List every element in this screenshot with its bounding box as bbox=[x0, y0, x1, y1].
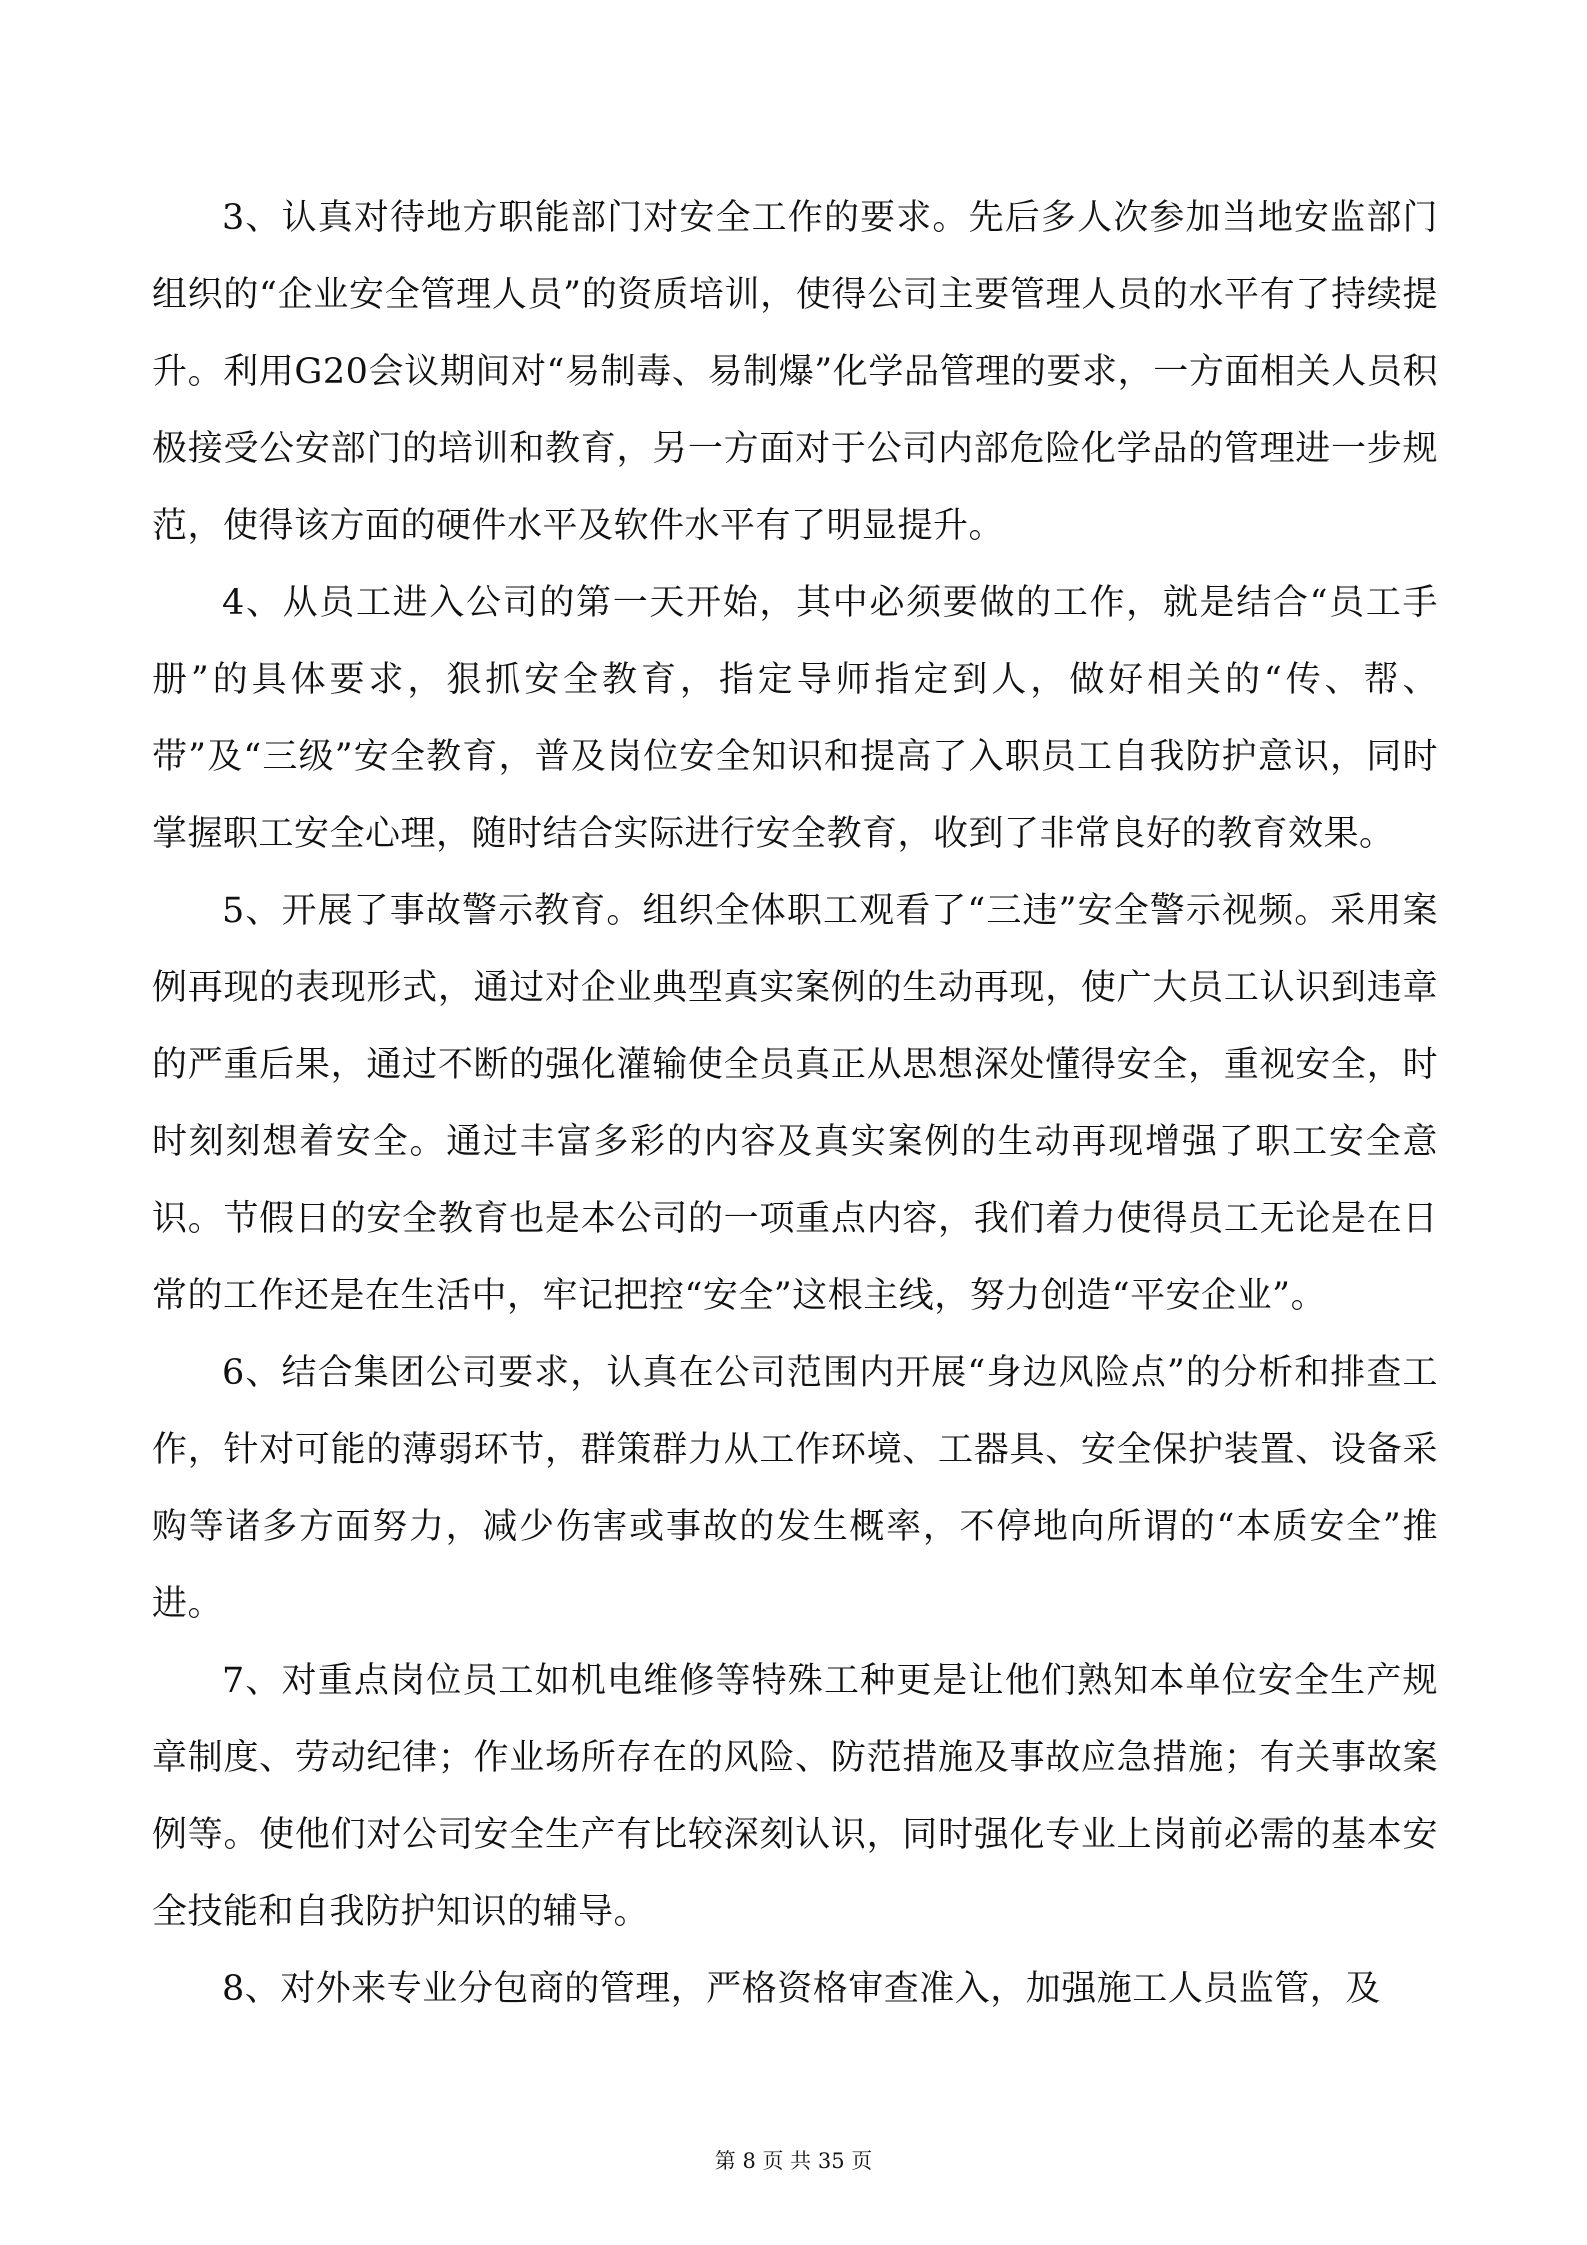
document-body bbox=[152, 180, 1438, 2028]
page-number-footer: 第 8 页 共 35 页 bbox=[714, 2149, 873, 2173]
paragraph-item-7: 7、对重点岗位员工如机电维修等特殊工种更是让他们熟知本单位安全生产规章制度、劳动纪律；作业场所存在的风险、防范措施及事故应急措施；有关事故案例等。使他们对公司安全生产有比较深刻认识，同时强化专业上岗前必需的基本安全技能和自我防护知识的辅导。 bbox=[152, 1661, 1438, 1932]
paragraph-item-5: 5、开展了事故警示教育。组织全体职工观看了“三违”安全警示视频。采用案例再现的表现形式，通过对企业典型真实案例的生动再现，使广大员工认识到违章的严重后果，通过不断的强化灌输使全员真正从思想深处懂得安全，重视安全，时时刻刻想着安全。通过丰富多彩的内容及真实案例的生动再现增强了职工安全意识。节假日的安全教育也是本公司的一项重点内容，我们着力使得员工无论是在日常的工作还是在生活中，牢记把控“安全”这根主线，努力创造“平安企业”。 bbox=[152, 891, 1438, 1316]
paragraph-item-6: 6、结合集团公司要求，认真在公司范围内开展“身边风险点”的分析和排查工作，针对可能的薄弱环节，群策群力从工作环境、工器具、安全保护装置、设备采购等诸多方面努力，减少伤害或事故的发生概率，不停地向所谓的“本质安全”推进。 bbox=[152, 1353, 1438, 1624]
paragraph-item-8: 8、对外来专业分包商的管理，严格资格审查准入，加强施工人员监管，及 bbox=[222, 1969, 1381, 2009]
paragraph-item-4: 4、从员工进入公司的第一天开始，其中必须要做的工作，就是结合“员工手册”的具体要求，狠抓安全教育，指定导师指定到人，做好相关的“传、帮、带”及“三级”安全教育，普及岗位安全知识和提高了入职员工自我防护意识，同时掌握职工安全心理，随时结合实际进行安全教育，收到了非常良好的教育效果。 bbox=[152, 583, 1438, 854]
paragraph-item-3: 3、认真对待地方职能部门对安全工作的要求。先后多人次参加当地安监部门组织的“企业安全管理人员”的资质培训，使得公司主要管理人员的水平有了持续提升。利用G20会议期间对“易制毒、易制爆”化学品管理的要求，一方面相关人员积极接受公安部门的培训和教育，另一方面对于公司内部危险化学品的管理进一步规范，使得该方面的硬件水平及软件水平有了明显提升。 bbox=[152, 198, 1438, 546]
